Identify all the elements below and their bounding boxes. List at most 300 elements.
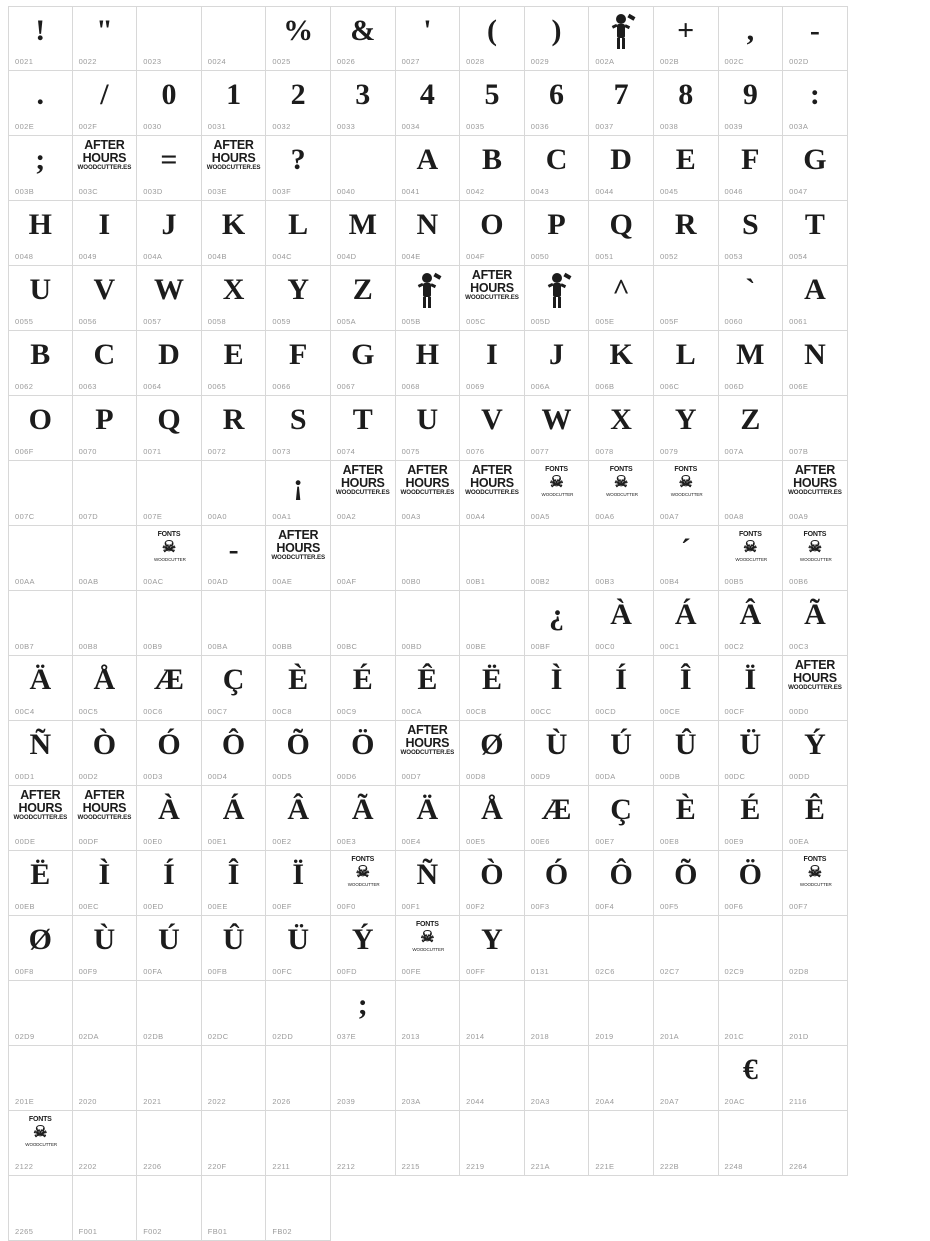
glyph-cell[interactable] bbox=[202, 851, 267, 916]
glyph-cell[interactable] bbox=[719, 201, 784, 266]
glyph-unicode-code: 0033 bbox=[336, 122, 356, 131]
glyph-cell[interactable] bbox=[137, 721, 202, 786]
glyph-cell[interactable] bbox=[525, 526, 590, 591]
glyph-cell[interactable] bbox=[589, 981, 654, 1046]
glyph-unicode-code: 00CC bbox=[530, 707, 552, 716]
glyph-cell[interactable] bbox=[460, 71, 525, 136]
glyph-cell[interactable] bbox=[73, 656, 138, 721]
glyph-cell[interactable] bbox=[202, 396, 267, 461]
glyph-cell[interactable] bbox=[266, 1176, 331, 1241]
glyph-character: S bbox=[289, 403, 307, 436]
glyph-cell[interactable] bbox=[73, 916, 138, 981]
glyph-cell[interactable] bbox=[73, 1111, 138, 1176]
glyph-cell[interactable] bbox=[202, 916, 267, 981]
glyph-cell[interactable] bbox=[525, 916, 590, 981]
glyph-cell[interactable] bbox=[460, 591, 525, 656]
glyph-cell[interactable] bbox=[460, 721, 525, 786]
glyph-cell[interactable] bbox=[783, 721, 848, 786]
glyph-cell[interactable] bbox=[396, 786, 461, 851]
glyph-cell[interactable] bbox=[589, 851, 654, 916]
glyph-cell[interactable] bbox=[73, 721, 138, 786]
glyph-unicode-code: 02C7 bbox=[659, 967, 680, 976]
glyph-cell[interactable] bbox=[654, 136, 719, 201]
glyph-cell[interactable] bbox=[73, 461, 138, 526]
glyph-cell[interactable] bbox=[396, 1046, 461, 1111]
glyph-cell[interactable] bbox=[202, 71, 267, 136]
glyph-cell[interactable] bbox=[783, 786, 848, 851]
glyph-cell[interactable] bbox=[137, 201, 202, 266]
glyph-character: O bbox=[28, 403, 52, 436]
glyph-cell[interactable] bbox=[719, 71, 784, 136]
glyph-cell[interactable] bbox=[589, 201, 654, 266]
glyph-cell[interactable] bbox=[137, 656, 202, 721]
glyph-cell[interactable] bbox=[525, 266, 590, 331]
glyph-cell[interactable] bbox=[783, 1111, 848, 1176]
glyph-cell[interactable] bbox=[73, 1176, 138, 1241]
glyph-cell[interactable] bbox=[73, 786, 138, 851]
glyph-cell[interactable] bbox=[589, 786, 654, 851]
glyph-cell[interactable] bbox=[525, 331, 590, 396]
glyph-cell[interactable] bbox=[266, 6, 331, 71]
glyph-cell[interactable] bbox=[202, 1176, 267, 1241]
glyph-cell[interactable] bbox=[202, 526, 267, 591]
logo-line-2: HOURS bbox=[82, 800, 127, 815]
glyph-unicode-code: 00EA bbox=[789, 837, 810, 846]
glyph-cell[interactable] bbox=[331, 461, 396, 526]
glyph-unicode-code: 006F bbox=[15, 447, 34, 456]
glyph-cell[interactable] bbox=[589, 526, 654, 591]
glyph-cell[interactable] bbox=[202, 656, 267, 721]
glyph-cell[interactable] bbox=[331, 851, 396, 916]
glyph-cell[interactable] bbox=[783, 851, 848, 916]
after-hours-logo-glyph bbox=[73, 789, 137, 821]
glyph-cell[interactable] bbox=[137, 266, 202, 331]
glyph-cell[interactable] bbox=[137, 1111, 202, 1176]
glyph-cell[interactable] bbox=[460, 266, 525, 331]
glyph-cell[interactable] bbox=[396, 526, 461, 591]
glyph-cell[interactable] bbox=[396, 6, 461, 71]
glyph-cell[interactable] bbox=[589, 656, 654, 721]
glyph-cell[interactable] bbox=[331, 916, 396, 981]
glyph-cell[interactable] bbox=[783, 201, 848, 266]
glyph-cell[interactable] bbox=[8, 201, 73, 266]
glyph-cell[interactable] bbox=[202, 461, 267, 526]
logo-line-2: HOURS bbox=[276, 540, 320, 555]
glyph-unicode-code: 2215 bbox=[401, 1162, 420, 1171]
glyph-cell[interactable] bbox=[73, 136, 138, 201]
glyph-cell[interactable] bbox=[589, 461, 654, 526]
glyph-cell[interactable] bbox=[719, 721, 784, 786]
glyph-character: M bbox=[736, 338, 765, 371]
glyph-cell[interactable] bbox=[783, 656, 848, 721]
glyph-cell[interactable] bbox=[783, 331, 848, 396]
glyph-unicode-code: 0027 bbox=[401, 57, 420, 66]
glyph-unicode-code: 00E8 bbox=[659, 837, 680, 846]
glyph-unicode-code: 0029 bbox=[530, 57, 550, 66]
glyph-cell[interactable] bbox=[8, 396, 73, 461]
glyph-cell[interactable] bbox=[783, 136, 848, 201]
glyph-cell[interactable] bbox=[589, 916, 654, 981]
glyph-cell[interactable] bbox=[331, 71, 396, 136]
glyph-unicode-code: 003B bbox=[15, 187, 35, 196]
glyph-character: M bbox=[348, 208, 377, 241]
glyph-cell[interactable] bbox=[654, 6, 719, 71]
glyph-cell[interactable] bbox=[8, 916, 73, 981]
glyph-cell[interactable] bbox=[8, 1176, 73, 1241]
glyph-cell[interactable] bbox=[654, 656, 719, 721]
glyph-cell[interactable] bbox=[331, 266, 396, 331]
glyph-cell[interactable] bbox=[654, 591, 719, 656]
glyph-cell[interactable] bbox=[654, 461, 719, 526]
glyph-cell[interactable] bbox=[589, 71, 654, 136]
glyph-cell[interactable] bbox=[396, 136, 461, 201]
glyph-cell[interactable] bbox=[202, 331, 267, 396]
glyph-cell[interactable] bbox=[396, 851, 461, 916]
glyph-unicode-code: 2019 bbox=[595, 1032, 614, 1041]
glyph-unicode-code: FB02 bbox=[272, 1227, 292, 1236]
glyph-cell[interactable] bbox=[266, 136, 331, 201]
glyph-cell[interactable] bbox=[137, 851, 202, 916]
glyph-unicode-code: 00AE bbox=[272, 577, 293, 586]
glyph-cell[interactable] bbox=[8, 1111, 73, 1176]
glyph-cell[interactable] bbox=[202, 6, 267, 71]
glyph-cell[interactable] bbox=[137, 461, 202, 526]
glyph-cell[interactable] bbox=[719, 266, 784, 331]
glyph-cell[interactable] bbox=[396, 396, 461, 461]
glyph-cell[interactable] bbox=[589, 721, 654, 786]
glyph-cell[interactable] bbox=[331, 721, 396, 786]
glyph-cell[interactable] bbox=[654, 721, 719, 786]
glyph-cell[interactable] bbox=[202, 266, 267, 331]
glyph-cell[interactable] bbox=[719, 981, 784, 1046]
glyph-cell[interactable] bbox=[589, 1111, 654, 1176]
glyph-unicode-code: 00F2 bbox=[466, 902, 485, 911]
glyph-unicode-code: 0032 bbox=[272, 122, 291, 131]
glyph-cell[interactable] bbox=[525, 461, 590, 526]
glyph-character: A bbox=[804, 273, 826, 306]
glyph-cell[interactable] bbox=[331, 201, 396, 266]
glyph-unicode-code: 00D0 bbox=[789, 707, 809, 716]
glyph-cell[interactable] bbox=[719, 786, 784, 851]
glyph-character: G bbox=[351, 338, 375, 371]
glyph-cell[interactable] bbox=[137, 526, 202, 591]
glyph-unicode-code: 20A7 bbox=[659, 1097, 680, 1106]
glyph-cell[interactable] bbox=[525, 656, 590, 721]
glyph-cell[interactable] bbox=[719, 331, 784, 396]
glyph-character: . bbox=[36, 78, 45, 111]
glyph-cell[interactable] bbox=[137, 1176, 202, 1241]
glyph-cell[interactable] bbox=[719, 461, 784, 526]
glyph-cell[interactable] bbox=[266, 851, 331, 916]
glyph-cell[interactable] bbox=[654, 851, 719, 916]
glyph-unicode-code: 00C9 bbox=[336, 707, 357, 716]
glyph-cell[interactable] bbox=[137, 6, 202, 71]
glyph-cell[interactable] bbox=[525, 721, 590, 786]
glyph-cell[interactable] bbox=[137, 136, 202, 201]
glyph-cell[interactable] bbox=[266, 461, 331, 526]
glyph-unicode-code: 2248 bbox=[724, 1162, 743, 1171]
glyph-cell[interactable] bbox=[73, 6, 138, 71]
glyph-cell[interactable] bbox=[783, 526, 848, 591]
glyph-cell[interactable] bbox=[266, 396, 331, 461]
glyph-cell[interactable] bbox=[783, 591, 848, 656]
glyph-cell[interactable] bbox=[331, 136, 396, 201]
glyph-unicode-code: 00B2 bbox=[530, 577, 550, 586]
glyph-cell[interactable] bbox=[137, 331, 202, 396]
glyph-cell[interactable] bbox=[460, 136, 525, 201]
glyph-character: É bbox=[352, 663, 373, 696]
glyph-cell[interactable] bbox=[331, 1111, 396, 1176]
glyph-cell[interactable] bbox=[654, 201, 719, 266]
glyph-cell[interactable] bbox=[202, 981, 267, 1046]
glyph-cell[interactable] bbox=[331, 656, 396, 721]
glyph-cell[interactable] bbox=[137, 591, 202, 656]
glyph-cell[interactable] bbox=[396, 656, 461, 721]
glyph-cell[interactable] bbox=[525, 6, 590, 71]
glyph-cell[interactable] bbox=[589, 266, 654, 331]
glyph-cell[interactable] bbox=[719, 851, 784, 916]
glyph-cell[interactable] bbox=[202, 1111, 267, 1176]
glyph-unicode-code: 0079 bbox=[659, 447, 679, 456]
glyph-cell[interactable] bbox=[525, 786, 590, 851]
badge-line-3: WOODCUTTER bbox=[347, 882, 380, 887]
glyph-cell[interactable] bbox=[783, 71, 848, 136]
glyph-cell[interactable] bbox=[654, 1111, 719, 1176]
glyph-cell[interactable] bbox=[654, 266, 719, 331]
glyph-unicode-code: 00DC bbox=[724, 772, 746, 781]
glyph-cell[interactable] bbox=[202, 136, 267, 201]
glyph-cell[interactable] bbox=[266, 656, 331, 721]
glyph-cell[interactable] bbox=[266, 1046, 331, 1111]
glyph-character: D bbox=[610, 143, 632, 176]
glyph-cell[interactable] bbox=[73, 331, 138, 396]
glyph-cell[interactable] bbox=[396, 981, 461, 1046]
glyph-cell[interactable] bbox=[589, 136, 654, 201]
glyph-cell[interactable] bbox=[8, 591, 73, 656]
glyph-cell[interactable] bbox=[8, 71, 73, 136]
glyph-cell[interactable] bbox=[460, 916, 525, 981]
glyph-cell[interactable] bbox=[266, 786, 331, 851]
glyph-cell[interactable] bbox=[525, 1046, 590, 1111]
glyph-cell[interactable] bbox=[8, 1046, 73, 1111]
glyph-cell[interactable] bbox=[783, 266, 848, 331]
glyph-cell[interactable] bbox=[525, 71, 590, 136]
logo-line-1: AFTER bbox=[20, 788, 61, 802]
glyph-cell[interactable] bbox=[396, 1111, 461, 1176]
glyph-cell[interactable] bbox=[525, 591, 590, 656]
glyph-cell[interactable] bbox=[460, 981, 525, 1046]
glyph-cell[interactable] bbox=[266, 916, 331, 981]
glyph-cell[interactable] bbox=[396, 266, 461, 331]
glyph-cell[interactable] bbox=[73, 396, 138, 461]
glyph-cell[interactable] bbox=[396, 71, 461, 136]
glyph-cell[interactable] bbox=[73, 981, 138, 1046]
glyph-cell[interactable] bbox=[331, 6, 396, 71]
glyph-cell[interactable] bbox=[783, 916, 848, 981]
glyph-cell[interactable] bbox=[73, 266, 138, 331]
glyph-cell[interactable] bbox=[8, 851, 73, 916]
glyph-character: E bbox=[223, 338, 244, 371]
glyph-cell[interactable] bbox=[589, 396, 654, 461]
glyph-cell[interactable] bbox=[8, 6, 73, 71]
glyph-cell[interactable] bbox=[460, 656, 525, 721]
glyph-unicode-code: 00B8 bbox=[78, 642, 98, 651]
glyph-cell[interactable] bbox=[460, 1111, 525, 1176]
glyph-cell[interactable] bbox=[719, 1111, 784, 1176]
glyph-cell[interactable] bbox=[266, 526, 331, 591]
glyph-cell[interactable] bbox=[266, 591, 331, 656]
glyph-cell[interactable] bbox=[525, 981, 590, 1046]
glyph-unicode-code: 00E7 bbox=[595, 837, 615, 846]
glyph-cell[interactable] bbox=[396, 721, 461, 786]
logo-line-2: HOURS bbox=[793, 475, 837, 490]
glyph-cell[interactable] bbox=[719, 656, 784, 721]
glyph-cell[interactable] bbox=[137, 786, 202, 851]
glyph-character: E bbox=[675, 143, 696, 176]
glyph-character: R bbox=[674, 208, 697, 241]
glyph-unicode-code: 0067 bbox=[336, 382, 356, 391]
glyph-cell[interactable] bbox=[396, 461, 461, 526]
glyph-cell[interactable] bbox=[73, 526, 138, 591]
glyph-cell[interactable] bbox=[202, 591, 267, 656]
glyph-cell[interactable] bbox=[331, 331, 396, 396]
glyph-cell[interactable] bbox=[654, 526, 719, 591]
glyph-unicode-code: 201C bbox=[724, 1032, 745, 1041]
glyph-cell[interactable] bbox=[460, 6, 525, 71]
logo-line-3: WOODCUTTER.ES bbox=[788, 489, 842, 496]
glyph-cell[interactable] bbox=[331, 526, 396, 591]
glyph-cell[interactable] bbox=[73, 201, 138, 266]
glyph-unicode-code: 00CF bbox=[724, 707, 745, 716]
glyph-cell[interactable] bbox=[8, 526, 73, 591]
glyph-unicode-code: 006A bbox=[530, 382, 550, 391]
glyph-cell[interactable] bbox=[783, 1046, 848, 1111]
glyph-cell[interactable] bbox=[525, 201, 590, 266]
glyph-cell[interactable] bbox=[525, 136, 590, 201]
glyph-cell[interactable] bbox=[719, 396, 784, 461]
glyph-cell[interactable] bbox=[73, 71, 138, 136]
glyph-cell[interactable] bbox=[783, 981, 848, 1046]
glyph-cell[interactable] bbox=[783, 461, 848, 526]
glyph-cell[interactable] bbox=[589, 6, 654, 71]
glyph-cell[interactable] bbox=[525, 851, 590, 916]
glyph-unicode-code: 2020 bbox=[78, 1097, 97, 1106]
glyph-cell[interactable] bbox=[266, 331, 331, 396]
glyph-unicode-code: 0074 bbox=[336, 447, 356, 456]
glyph-cell[interactable] bbox=[331, 981, 396, 1046]
glyph-cell[interactable] bbox=[719, 526, 784, 591]
glyph-cell[interactable] bbox=[460, 461, 525, 526]
glyph-cell[interactable] bbox=[719, 136, 784, 201]
glyph-cell[interactable] bbox=[266, 266, 331, 331]
glyph-unicode-code: 0052 bbox=[659, 252, 679, 261]
glyph-cell[interactable] bbox=[654, 786, 719, 851]
glyph-cell[interactable] bbox=[396, 591, 461, 656]
glyph-cell[interactable] bbox=[460, 201, 525, 266]
glyph-cell[interactable] bbox=[73, 851, 138, 916]
glyph-cell[interactable] bbox=[137, 71, 202, 136]
glyph-unicode-code: 004D bbox=[336, 252, 357, 261]
glyph-cell[interactable] bbox=[8, 136, 73, 201]
glyph-cell[interactable] bbox=[396, 916, 461, 981]
glyph-character: F bbox=[741, 143, 760, 176]
glyph-cell[interactable] bbox=[8, 981, 73, 1046]
glyph-cell[interactable] bbox=[654, 981, 719, 1046]
glyph-cell[interactable] bbox=[266, 721, 331, 786]
after-hours-logo-glyph bbox=[9, 789, 72, 821]
glyph-cell[interactable] bbox=[396, 201, 461, 266]
glyph-cell[interactable] bbox=[654, 71, 719, 136]
glyph-cell[interactable] bbox=[460, 786, 525, 851]
glyph-cell[interactable] bbox=[460, 331, 525, 396]
glyph-cell[interactable] bbox=[654, 916, 719, 981]
glyph-cell[interactable] bbox=[202, 721, 267, 786]
glyph-cell[interactable] bbox=[460, 396, 525, 461]
glyph-cell[interactable] bbox=[525, 1111, 590, 1176]
glyph-cell[interactable] bbox=[719, 916, 784, 981]
glyph-cell[interactable] bbox=[266, 1111, 331, 1176]
glyph-cell[interactable] bbox=[8, 266, 73, 331]
glyph-unicode-code: 002B bbox=[659, 57, 680, 66]
glyph-cell[interactable] bbox=[73, 1046, 138, 1111]
glyph-cell[interactable] bbox=[589, 591, 654, 656]
glyph-character: 9 bbox=[742, 78, 758, 111]
glyph-character: N bbox=[416, 208, 439, 241]
glyph-cell[interactable] bbox=[783, 396, 848, 461]
glyph-cell[interactable] bbox=[266, 71, 331, 136]
glyph-character: Q bbox=[609, 208, 633, 241]
glyph-cell[interactable] bbox=[137, 396, 202, 461]
glyph-cell[interactable] bbox=[654, 331, 719, 396]
glyph-cell[interactable] bbox=[460, 526, 525, 591]
glyph-cell[interactable] bbox=[331, 786, 396, 851]
glyph-cell[interactable] bbox=[202, 786, 267, 851]
glyph-cell[interactable] bbox=[137, 916, 202, 981]
glyph-cell[interactable] bbox=[266, 201, 331, 266]
skull-icon: ☠ bbox=[807, 539, 823, 556]
glyph-cell[interactable] bbox=[202, 201, 267, 266]
badge-line-1: FONTS bbox=[157, 531, 181, 538]
glyph-cell[interactable] bbox=[8, 786, 73, 851]
glyph-cell[interactable] bbox=[525, 396, 590, 461]
glyph-cell[interactable] bbox=[589, 1046, 654, 1111]
glyph-cell[interactable] bbox=[589, 331, 654, 396]
glyph-cell[interactable] bbox=[8, 656, 73, 721]
glyph-cell[interactable] bbox=[331, 1046, 396, 1111]
glyph-cell[interactable] bbox=[396, 331, 461, 396]
glyph-cell[interactable] bbox=[460, 851, 525, 916]
glyph-cell[interactable] bbox=[460, 1046, 525, 1111]
glyph-cell[interactable] bbox=[8, 721, 73, 786]
glyph-cell[interactable] bbox=[331, 396, 396, 461]
glyph-unicode-code: 0046 bbox=[724, 187, 743, 196]
glyph-cell[interactable] bbox=[266, 981, 331, 1046]
glyph-cell[interactable] bbox=[719, 6, 784, 71]
glyph-cell[interactable] bbox=[8, 461, 73, 526]
glyph-cell[interactable] bbox=[137, 1046, 202, 1111]
glyph-character: H bbox=[415, 338, 440, 371]
glyph-cell[interactable] bbox=[654, 396, 719, 461]
glyph-cell[interactable] bbox=[654, 1046, 719, 1111]
glyph-cell[interactable] bbox=[73, 591, 138, 656]
glyph-cell[interactable] bbox=[719, 591, 784, 656]
glyph-cell[interactable] bbox=[719, 1046, 784, 1111]
glyph-cell[interactable] bbox=[783, 6, 848, 71]
glyph-cell[interactable] bbox=[331, 591, 396, 656]
glyph-cell[interactable] bbox=[137, 981, 202, 1046]
glyph-cell[interactable] bbox=[8, 331, 73, 396]
glyph-cell[interactable] bbox=[202, 1046, 267, 1111]
